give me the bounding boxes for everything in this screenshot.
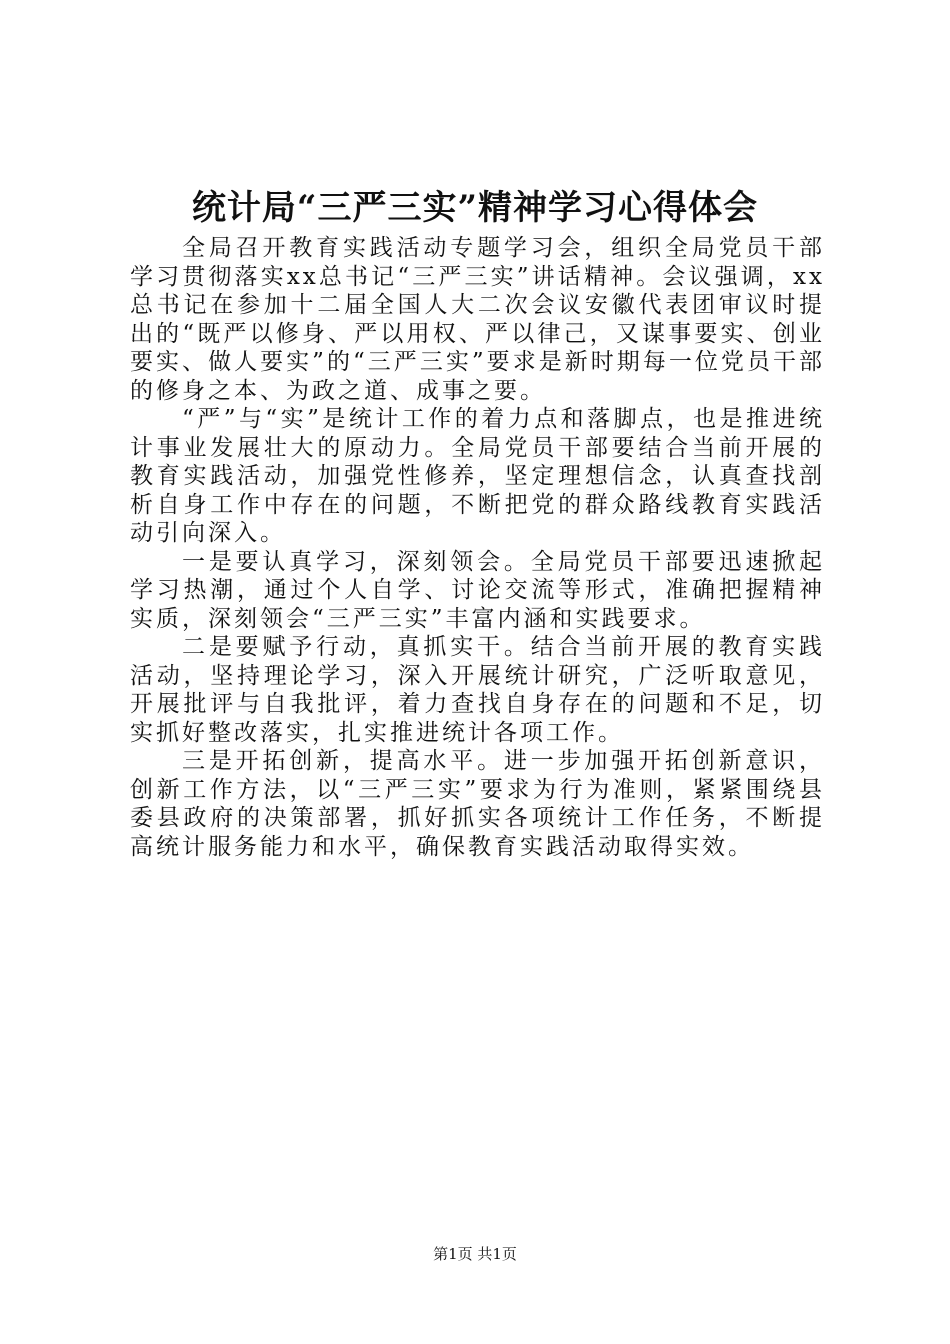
paragraph-4: 二是要赋予行动，真抓实干。结合当前开展的教育实践活动，坚持理论学习，深入开展统计研究，广泛听取意见，开展批评与自我批评，着力查找自身存在的问题和不足，切实抓好整改落实，扎实推进统计各项工作。 (130, 634, 825, 746)
paragraph-2: “严”与“实”是统计工作的着力点和落脚点，也是推进统计事业发展壮大的原动力。全局党员干部要结合当前开展的教育实践活动，加强党性修养，坚定理想信念，认真查找剖析自身工作中存在的问题，不断把党的群众路线教育实践活动引向深入。 (130, 406, 825, 546)
page-footer: 第1页 共1页 (433, 1245, 517, 1263)
paragraph-1: 全局召开教育实践活动专题学习会，组织全局党员干部学习贯彻落实xx总书记“三严三实”讲话精神。会议强调，xx总书记在参加十二届全国人大二次会议安徽代表团审议时提出的“既严以修身、严以用权、严以律己，又谋事要实、创业要实、做人要实”的“三严三实”要求是新时期每一位党员干部的修身之本、为政之道、成事之要。 (130, 235, 825, 404)
paragraph-3: 一是要认真学习，深刻领会。全局党员干部要迅速掀起学习热潮，通过个人自学、讨论交流等形式，准确把握精神实质，深刻领会“三严三实”丰富内涵和实践要求。 (130, 548, 825, 632)
paragraph-5: 三是开拓创新，提高水平。进一步加强开拓创新意识，创新工作方法，以“三严三实”要求为行为准则，紧紧围绕县委县政府的决策部署，抓好抓实各项统计工作任务，不断提高统计服务能力和水平，确保教育实践活动取得实效。 (130, 748, 825, 860)
document-title: 统计局“三严三实”精神学习心得体会 (191, 188, 759, 228)
document-body (130, 234, 825, 861)
